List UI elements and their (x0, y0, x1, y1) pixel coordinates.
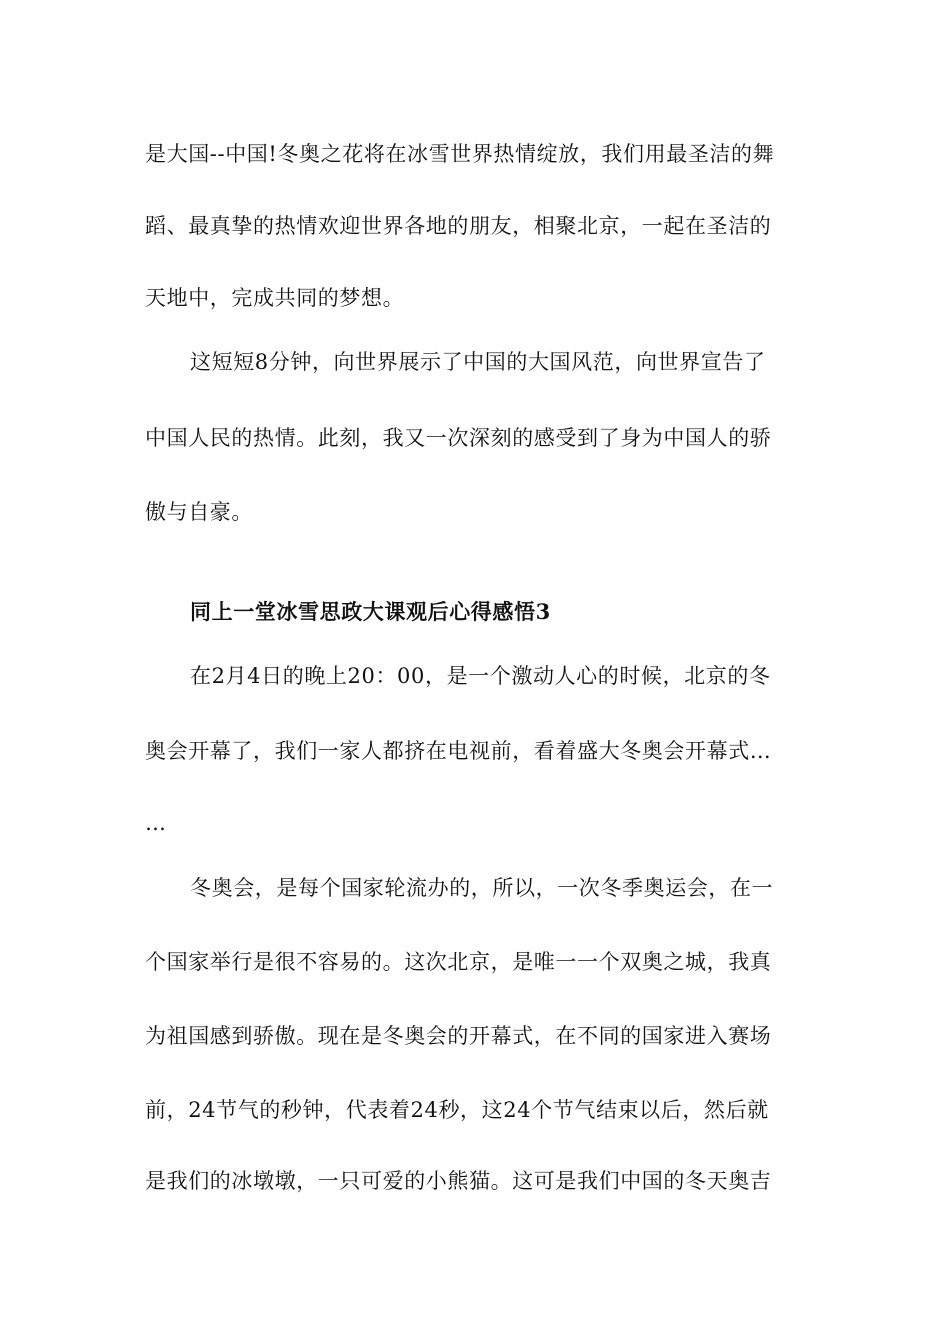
paragraph-line: 蹈、最真挚的热情欢迎世界各地的朋友，相聚北京，一起在圣洁的 (145, 214, 772, 238)
paragraph-line: 傲与自豪。 (145, 500, 253, 524)
paragraph-line: 是大国--中国!冬奥之花将在冰雪世界热情绽放，我们用最圣洁的舞 (145, 142, 775, 166)
paragraph-line: 奥会开幕了，我们一家人都挤在电视前，看着盛大冬奥会开幕式… (145, 739, 772, 763)
paragraph-line: 在2月4日的晚上20：00，是一个激动人心的时候，北京的冬 (190, 664, 771, 688)
paragraph-line: 为祖国感到骄傲。现在是冬奥会的开幕式，在不同的国家进入赛场 (145, 1024, 772, 1048)
paragraph-line: 前，24节气的秒钟，代表着24秒，这24个节气结束以后，然后就 (145, 1098, 769, 1122)
paragraph-line: 中国人民的热情。此刻，我又一次深刻的感受到了身为中国人的骄 (145, 426, 772, 450)
paragraph-line: 天地中，完成共同的梦想。 (145, 286, 405, 310)
paragraph-line: 是我们的冰墩墩，一只可爱的小熊猫。这可是我们中国的冬天奥吉 (145, 1169, 772, 1193)
section-heading: 同上一堂冰雪思政大课观后心得感悟3 (190, 599, 551, 624)
paragraph-line: 这短短8分钟，向世界展示了中国的大国风范，向世界宣告了 (190, 350, 766, 374)
paragraph-line: 个国家举行是很不容易的。这次北京，是唯一一个双奥之城，我真 (145, 950, 772, 974)
paragraph-line: 冬奥会，是每个国家轮流办的，所以，一次冬季奥运会，在一 (190, 876, 774, 900)
paragraph-line: … (145, 811, 167, 835)
